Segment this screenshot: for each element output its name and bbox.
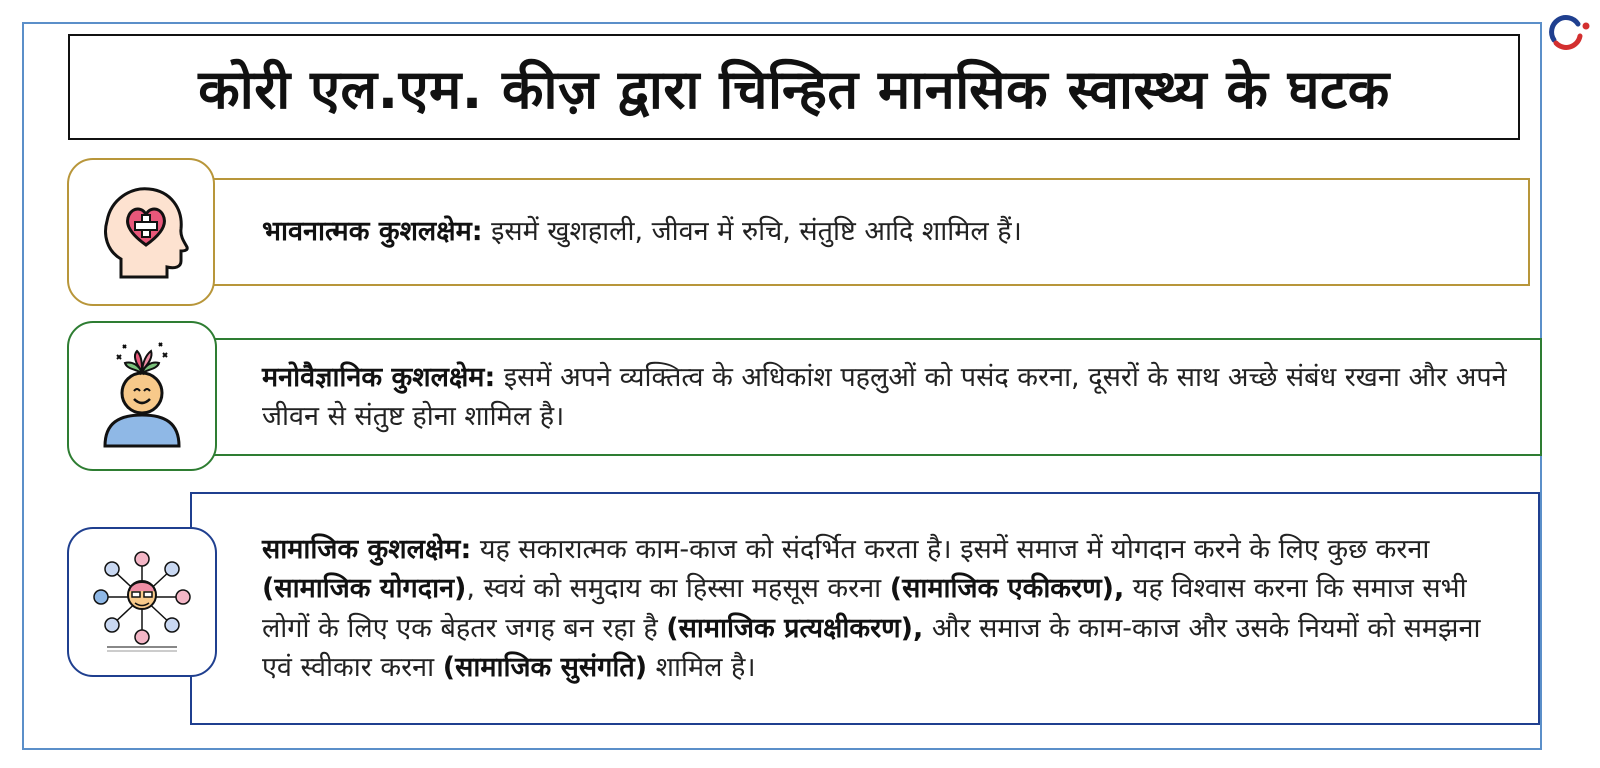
card-emphasis: (सामाजिक योगदान) xyxy=(262,573,467,605)
psychological-icon-box xyxy=(67,321,217,471)
card-text xyxy=(262,530,1498,688)
social-icon-box xyxy=(67,527,217,677)
emotional-icon-box xyxy=(67,158,215,306)
card-body-part: यह विश्वास करना कि समाज सभी लोगों के लिए एक बेहतर जगह बन रहा है xyxy=(262,573,1467,644)
card-heading: सामाजिक कुशलक्षेम: xyxy=(262,533,472,565)
card-text xyxy=(262,358,1540,437)
title-box xyxy=(68,34,1520,140)
card-body-part: और समाज के काम-काज और उसके नियमों को समझना एवं स्वीकार करना xyxy=(262,612,1481,683)
psychological-wellbeing-card xyxy=(200,338,1542,456)
card-body-part: शामिल है। xyxy=(647,651,756,683)
card-heading: भावनात्मक कुशलक्षेम: xyxy=(262,216,483,248)
brand-logo-icon xyxy=(1542,10,1592,60)
page-title: कोरी एल.एम. कीज़ द्वारा चिन्हित मानसिक स्वास्थ्य के घटक xyxy=(198,58,1390,121)
card-emphasis: (सामाजिक एकीकरण), xyxy=(889,573,1125,605)
emotional-wellbeing-card xyxy=(200,178,1530,286)
card-body-part: यह सकारात्मक काम-काज को संदर्भित करता है। इसमें समाज में योगदान करने के लिए कुछ करना xyxy=(471,533,1430,565)
smiling-person-icon xyxy=(97,341,187,451)
card-emphasis: (सामाजिक सुसंगति) xyxy=(442,651,648,683)
card-body-part: , स्वयं को समुदाय का हिस्सा महसूस करना xyxy=(466,573,890,605)
social-wellbeing-card xyxy=(190,492,1540,725)
card-body: इसमें अपने व्यक्तित्व के अधिकांश पहलुओं को पसंद करना, दूसरों के साथ अच्छे संबंध रखना और अपने जीवन से संतुष्ट होना शामिल है। xyxy=(262,361,1507,432)
card-heading: मनोवैज्ञानिक कुशलक्षेम: xyxy=(262,361,496,393)
card-emphasis: (सामाजिक प्रत्यक्षीकरण), xyxy=(666,612,924,644)
card-text xyxy=(262,212,1022,251)
card-body: इसमें खुशहाली, जीवन में रुचि, संतुष्टि आदि शामिल हैं। xyxy=(482,216,1022,248)
heart-head-icon xyxy=(91,177,191,287)
social-network-icon xyxy=(87,547,197,657)
